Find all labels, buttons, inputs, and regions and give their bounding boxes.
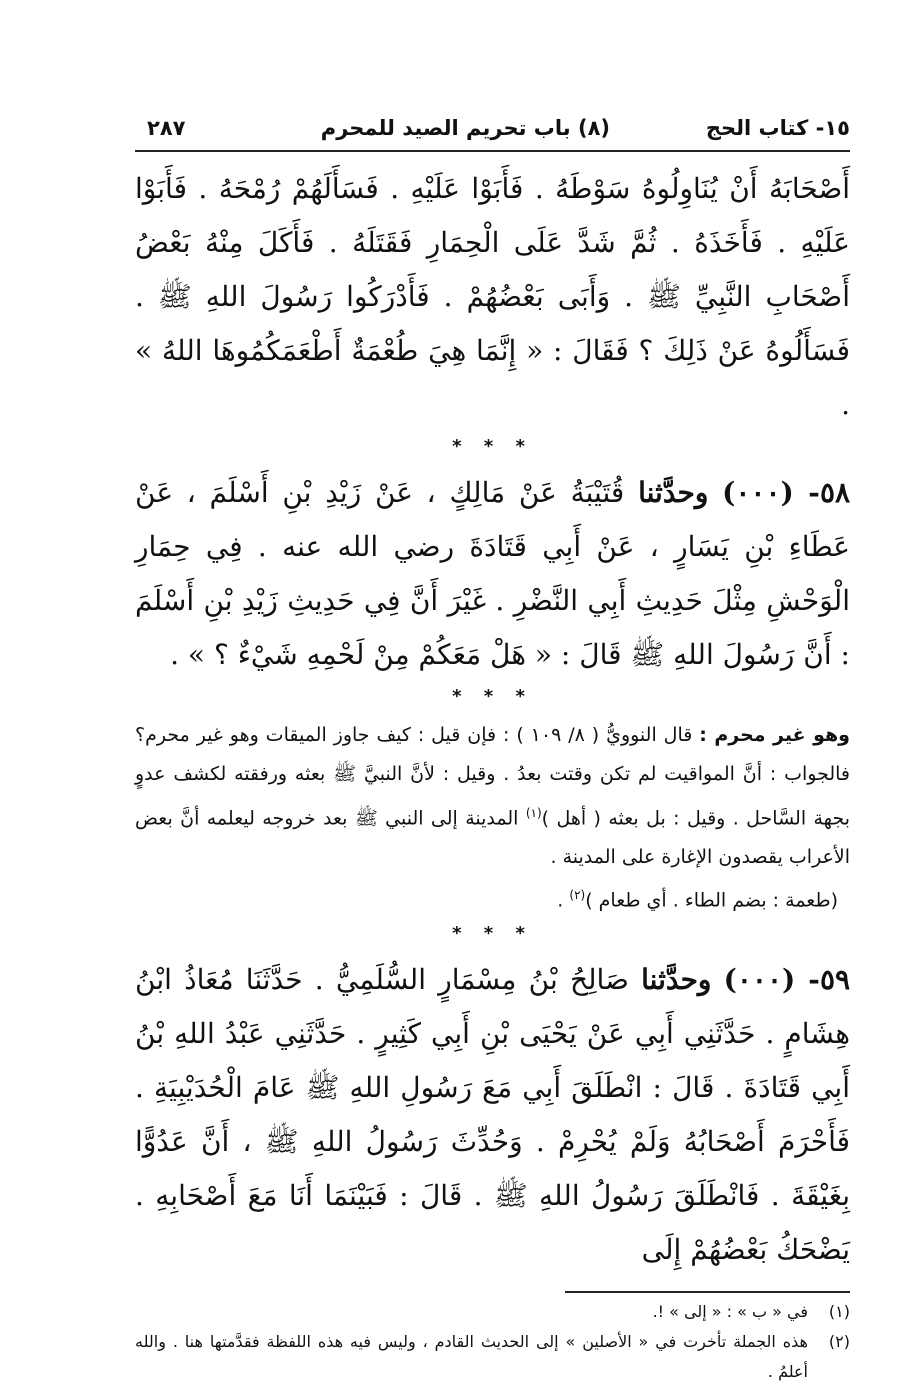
footnote-number: (٢) [828,1331,850,1351]
note-end: . [557,889,564,912]
continued-hadith-text: أَصْحَابَهُ أَنْ يُنَاوِلُوهُ سَوْطَهُ . فَأَبَوْا عَلَيْهِ . فَسَأَلَهُمْ رُمْحَهُ . فَأَبَوْا عَلَيْهِ . فَأَخَذَهُ . ثُمَّ شَدَّ عَلَى الْحِمَارِ فَقَتَلَهُ . فَأَكَلَ مِنْهُ بَعْضُ أَصْحَابِ النَّبِيِّ ﷺ . وَأَبَى بَعْضُهُمْ . فَأَدْرَكُوا رَسُولَ اللهِ ﷺ . فَسَأَلُوهُ عَنْ ذَلِكَ ؟ فَقَالَ : « إِنَّمَا هِيَ طُعْمَةٌ أَطْعَمَكُمُوهَا اللهُ » . [135,172,850,421]
hadith-58 [135,466,850,682]
hadith-59 [135,953,850,1277]
footnote-item [135,1327,850,1387]
hadith-number: ٥٨- (٠٠٠) [722,476,851,509]
hadith-lead: وحدَّثنا [638,476,709,509]
footnotes [135,1297,850,1387]
note-text: (طعمة : بضم الطاء . أي طعام ) [585,889,838,912]
footnote-number: (١) [828,1301,850,1321]
footnote-item [135,1297,850,1327]
commentary-note [135,877,850,918]
section-separator: * * * [452,686,533,707]
section-title: (٨) باب تحريم الصيد للمحرم [320,116,610,140]
chapter-title: ١٥- كتاب الحج [705,116,850,140]
footnote-text: في « ب » : « إلى » !. [652,1301,808,1321]
page-number: ٢٨٧ [147,116,186,140]
footnote-divider [565,1291,850,1293]
hadith-body: صَالِحُ بْنُ مِسْمَارٍ السُّلَمِيُّ . حَدَّثَنَا مُعَاذُ ابْنُ هِشَامٍ . حَدَّثَنِي أَبِي عَنْ يَحْيَى بْنِ أَبِي كَثِيرٍ . حَدَّثَنِي عَبْدُ اللهِ بْنُ أَبِي قَتَادَةَ . قَالَ : انْطَلَقَ أَبِي مَعَ رَسُولِ اللهِ ﷺ عَامَ الْحُدَيْبِيَةِ . فَأَحْرَمَ أَصْحَابُهُ وَلَمْ يُحْرِمْ . وَحُدِّثَ رَسُولُ اللهِ ﷺ ، أَنَّ عَدُوًّا بِغَيْقَةَ . فَانْطَلَقَ رَسُولُ اللهِ ﷺ . قَالَ : فَبَيْنَمَا أَنَا مَعَ أَصْحَابِهِ . يَضْحَكُ بَعْضُهُمْ إِلَى [135,962,851,1266]
section-separator: * * * [452,922,533,944]
commentary-text: قال النوويُّ ( ٨/ ١٠٩ ) : فإن قيل : كيف جاوز الميقات وهو غير محرم؟ فالجواب : أنَّ المواقيت لم تكن وقتت بعدُ . وقيل : لأنَّ النبيَّ ﷺ بعثه ورفقته لكشف عدوٍ بجهة السَّاحل . وقيل : بل بعثه ( أهل ) [135,724,850,830]
commentary-text: المدينة إلى النبي ﷺ بعد خروجه ليعلمه أنَّ بعض الأعراب يقصدون الإغارة على المدينة . [135,807,850,869]
commentary-lead: وهو غير محرم : [699,724,850,746]
commentary-block [135,716,850,877]
footnote-marker: (٢) [569,888,586,903]
running-header [135,112,850,152]
footnote-text: هذه الجملة تأخرت في « الأصلين » إلى الحديث القادم ، وليس فيه هذه اللفظة فقدَّمتها هنا . والله أعلمُ . [135,1331,808,1381]
hadith-number: ٥٩- (٠٠٠) [723,962,851,996]
hadith-lead: وحدَّثنا [641,962,712,996]
section-separator: * * * [452,436,533,457]
book-page [135,112,851,1381]
footnote-marker: (١) [525,806,542,820]
hadith-body: قُتَيْبَةُ عَنْ مَالِكٍ ، عَنْ زَيْدِ بْنِ أَسْلَمَ ، عَنْ عَطَاءِ بْنِ يَسَارٍ ، عَنْ أَبِي قَتَادَةَ رضي الله عنه . فِي حِمَارِ الْوَحْشِ مِثْلَ حَدِيثِ أَبِي النَّضْرِ . غَيْرَ أَنَّ فِي حَدِيثِ زَيْدِ بْنِ أَسْلَمَ : أَنَّ رَسُولَ اللهِ ﷺ قَالَ : « هَلْ مَعَكُمْ مِنْ لَحْمِهِ شَيْءٌ ؟ » . [135,476,850,671]
